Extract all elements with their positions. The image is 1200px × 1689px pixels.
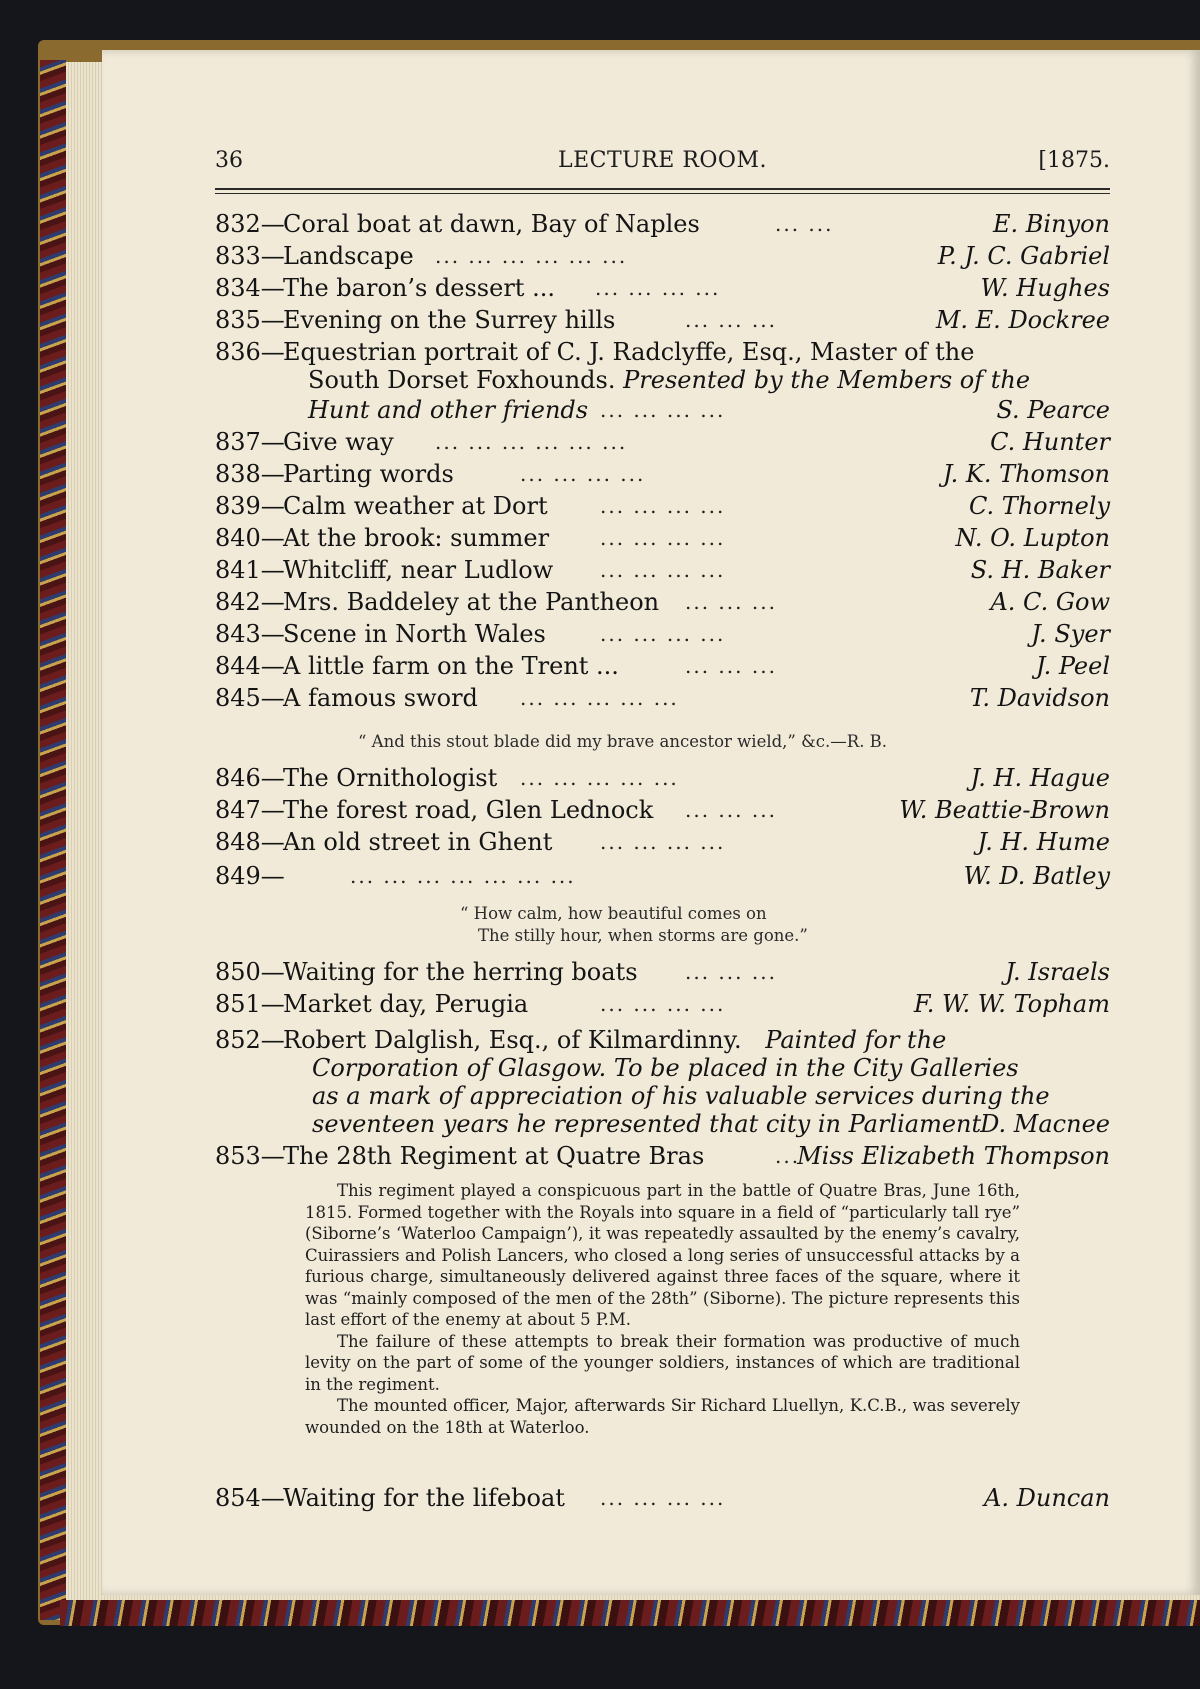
note-paragraph: The mounted officer, Major, afterwards Sir Richard Lluellyn, K.C.B., was severely wounded on the 18th at Waterloo. [305, 1396, 1020, 1437]
entry-title: Whitcliff, near Ludlow [283, 556, 554, 584]
entry-artist: J. Syer [1031, 620, 1110, 648]
leader-dots: ... ... ... ... [600, 398, 726, 422]
entry-title-line3: as a mark of appreciation of his valuable services during the [312, 1082, 1050, 1110]
entry-number: 854— [215, 1484, 285, 1512]
leader-dots: ... ... ... ... [600, 992, 726, 1016]
entry-number: 834— [215, 274, 285, 302]
entry-number: 843— [215, 620, 285, 648]
leader-dots: ... ... ... ... [600, 558, 726, 582]
entry-number: 844— [215, 652, 285, 680]
leader-dots: ... ... ... [685, 590, 777, 614]
note-paragraph: The failure of these attempts to break their formation was productive of much levity on the part of some of the younger soldiers, instances of which are traditional in the regiment. [305, 1331, 1020, 1394]
marbled-edge-left [40, 60, 66, 1620]
leader-dots: ... ... ... ... ... ... [435, 430, 628, 454]
entry-artist: P. J. C. Gabriel [937, 242, 1110, 270]
entry-artist: C. Thornely [968, 492, 1110, 520]
entry-artist: F. W. W. Topham [913, 990, 1110, 1018]
leader-dots: ... ... ... ... [600, 1486, 726, 1510]
entry-number: 845— [215, 684, 285, 712]
entry-title: Mrs. Baddeley at the Pantheon [283, 588, 660, 616]
entry-artist: J. Israels [1005, 958, 1110, 986]
entry-artist: J. H. Hume [977, 828, 1110, 856]
catalogue-entry [215, 242, 1110, 274]
entry-title-line1 [283, 1026, 946, 1054]
catalogue-entry [215, 684, 1110, 716]
entry-title-line2 [308, 366, 1030, 394]
entry-title: Scene in North Wales [283, 620, 546, 648]
catalogue-entry [215, 524, 1110, 556]
entry-artist: J. H. Hague [970, 764, 1110, 792]
entry-artist: M. E. Dockree [935, 306, 1110, 334]
entry-artist: Miss Elizabeth Thompson [797, 1142, 1110, 1170]
leader-dots: ... ... ... ... [600, 830, 726, 854]
entry-artist: A. Duncan [984, 1484, 1110, 1512]
entry-artist: J. Peel [1035, 652, 1110, 680]
entry-artist: W. D. Batley [963, 862, 1110, 890]
entry-title: A little farm on the Trent ... [283, 652, 619, 680]
leader-dots: ... ... ... ... ... ... ... [350, 864, 576, 888]
catalogue-entry [215, 764, 1110, 796]
leader-dots: ... ... ... ... [520, 462, 646, 486]
entry-number: 851— [215, 990, 285, 1018]
entry-artist: D. Macnee [980, 1110, 1110, 1138]
catalogue-entry [215, 828, 1110, 860]
entry-artist: S. H. Baker [970, 556, 1110, 584]
leader-dots: ... ... ... [685, 798, 777, 822]
running-header [215, 148, 1110, 178]
leader-dots: ... ... ... ... [595, 276, 721, 300]
entry-title-italic: Painted for the [765, 1026, 947, 1054]
entry-title: Landscape [283, 242, 414, 270]
leader-dots: ... [775, 1144, 801, 1168]
entry-title-line3: Hunt and other friends [308, 396, 589, 424]
entry-title: Waiting for the lifeboat [283, 1484, 565, 1512]
entry-artist: A. C. Gow [990, 588, 1110, 616]
entry-title: Equestrian portrait of C. J. Radclyffe, Esq., Master of the [283, 338, 975, 366]
catalogue-entry [215, 862, 1110, 894]
entry-title-plain: Robert Dalglish, Esq., of Kilmardinny. [283, 1026, 742, 1054]
entry-number: 852— [215, 1026, 285, 1054]
entry-quotation: The stilly hour, when storms are gone.” [478, 926, 808, 945]
catalogue-entry [215, 274, 1110, 306]
entry-title: Evening on the Surrey hills [283, 306, 616, 334]
catalogue-entry [215, 620, 1110, 652]
entry-number: 853— [215, 1142, 285, 1170]
catalogue-entry [215, 652, 1110, 684]
marbled-edge-bottom [60, 1600, 1200, 1626]
entry-artist: W. Beattie-Brown [899, 796, 1110, 824]
catalogue-entry [215, 1142, 1110, 1174]
page-number: 36 [215, 148, 243, 173]
catalogue-entry-end [215, 1110, 1110, 1142]
entry-title: Market day, Perugia [283, 990, 529, 1018]
entry-note [305, 1180, 1020, 1438]
entry-artist: E. Binyon [992, 210, 1110, 238]
catalogue-entry-end [215, 396, 1110, 428]
leader-dots: ... ... ... ... [600, 494, 726, 518]
entry-presented-by: Presented by the Members of the [623, 366, 1031, 394]
entry-number: 850— [215, 958, 285, 986]
leader-dots: ... ... ... ... ... [520, 766, 679, 790]
catalogue-entry [215, 306, 1110, 338]
catalogue-entry [215, 492, 1110, 524]
entry-title: Waiting for the herring boats [283, 958, 638, 986]
leader-dots: ... ... ... [685, 308, 777, 332]
leader-dots: ... ... ... ... ... ... [435, 244, 628, 268]
entry-number: 846— [215, 764, 285, 792]
catalogue-entry [215, 958, 1110, 990]
entry-number: 838— [215, 460, 285, 488]
entry-title: An old street in Ghent [283, 828, 553, 856]
catalogue-entry [215, 428, 1110, 460]
leader-dots: ... ... ... ... ... [520, 686, 679, 710]
leader-dots: ... ... [775, 212, 834, 236]
entry-title: The 28th Regiment at Quatre Bras [283, 1142, 705, 1170]
entry-title: A famous sword [283, 684, 478, 712]
entry-title: Calm weather at Dort [283, 492, 548, 520]
header-rule-thick [215, 188, 1110, 190]
entry-title: At the brook: summer [283, 524, 550, 552]
entry-number: 849— [215, 862, 285, 890]
leader-dots: ... ... ... [685, 960, 777, 984]
entry-title-plain: South Dorset Foxhounds. [308, 366, 616, 394]
entry-artist: W. Hughes [980, 274, 1110, 302]
entry-title-line2: Corporation of Glasgow. To be placed in the City Galleries [312, 1054, 1019, 1082]
catalogue-entry [215, 210, 1110, 242]
leader-dots: ... ... ... ... [600, 526, 726, 550]
entry-title: The forest road, Glen Lednock [283, 796, 654, 824]
entry-number: 837— [215, 428, 285, 456]
entry-number: 848— [215, 828, 285, 856]
entry-number: 833— [215, 242, 285, 270]
entry-title: Coral boat at dawn, Bay of Naples [283, 210, 700, 238]
entry-artist: C. Hunter [990, 428, 1110, 456]
catalogue-entry [215, 990, 1110, 1022]
entry-number: 835— [215, 306, 285, 334]
note-paragraph: This regiment played a conspicuous part in the battle of Quatre Bras, June 16th, 1815. Formed together with the Royals into square in a field of “particularly tall rye” (Siborne’s ‘Waterloo Campaign’), it was repeatedly assaulted by the enemy’s cavalry, Cuirassiers and Polish Lancers, who closed a long series of unsuccessful attacks by a furious charge, simultaneously delivered against three faces of the square, where it was “mainly composed of the men of the 28th” (Siborne). The picture represents this last effort of the enemy at about 5 P.M. [305, 1181, 1020, 1329]
catalogue-entry [215, 588, 1110, 620]
entry-number: 836— [215, 338, 285, 366]
entry-title: The Ornithologist [283, 764, 498, 792]
entry-artist: S. Pearce [996, 396, 1110, 424]
leader-dots: ... ... ... ... [600, 622, 726, 646]
entry-number: 840— [215, 524, 285, 552]
header-year: [1875. [1038, 148, 1110, 173]
entry-number: 841— [215, 556, 285, 584]
entry-artist: J. K. Thomson [942, 460, 1110, 488]
entry-title: Give way [283, 428, 394, 456]
entry-title: Parting words [283, 460, 454, 488]
entry-number: 839— [215, 492, 285, 520]
header-rule-thin [215, 193, 1110, 194]
catalogue-entry [215, 796, 1110, 828]
catalogue-entry [215, 556, 1110, 588]
entry-number: 842— [215, 588, 285, 616]
page-title: LECTURE ROOM. [558, 148, 767, 173]
catalogue-entry [215, 460, 1110, 492]
catalogue-entry [215, 1484, 1110, 1516]
entry-quotation: “ And this stout blade did my brave ancestor wield,” &c.—R. B. [358, 732, 888, 751]
entry-number: 847— [215, 796, 285, 824]
entry-title-line4: seventeen years he represented that city in Parliament [312, 1110, 982, 1138]
leader-dots: ... ... ... [685, 654, 777, 678]
entry-artist: T. Davidson [969, 684, 1110, 712]
entry-quotation: “ How calm, how beautiful comes on [460, 904, 767, 923]
entry-title: The baron’s dessert ... [283, 274, 555, 302]
entry-number: 832— [215, 210, 285, 238]
entry-artist: N. O. Lupton [955, 524, 1110, 552]
